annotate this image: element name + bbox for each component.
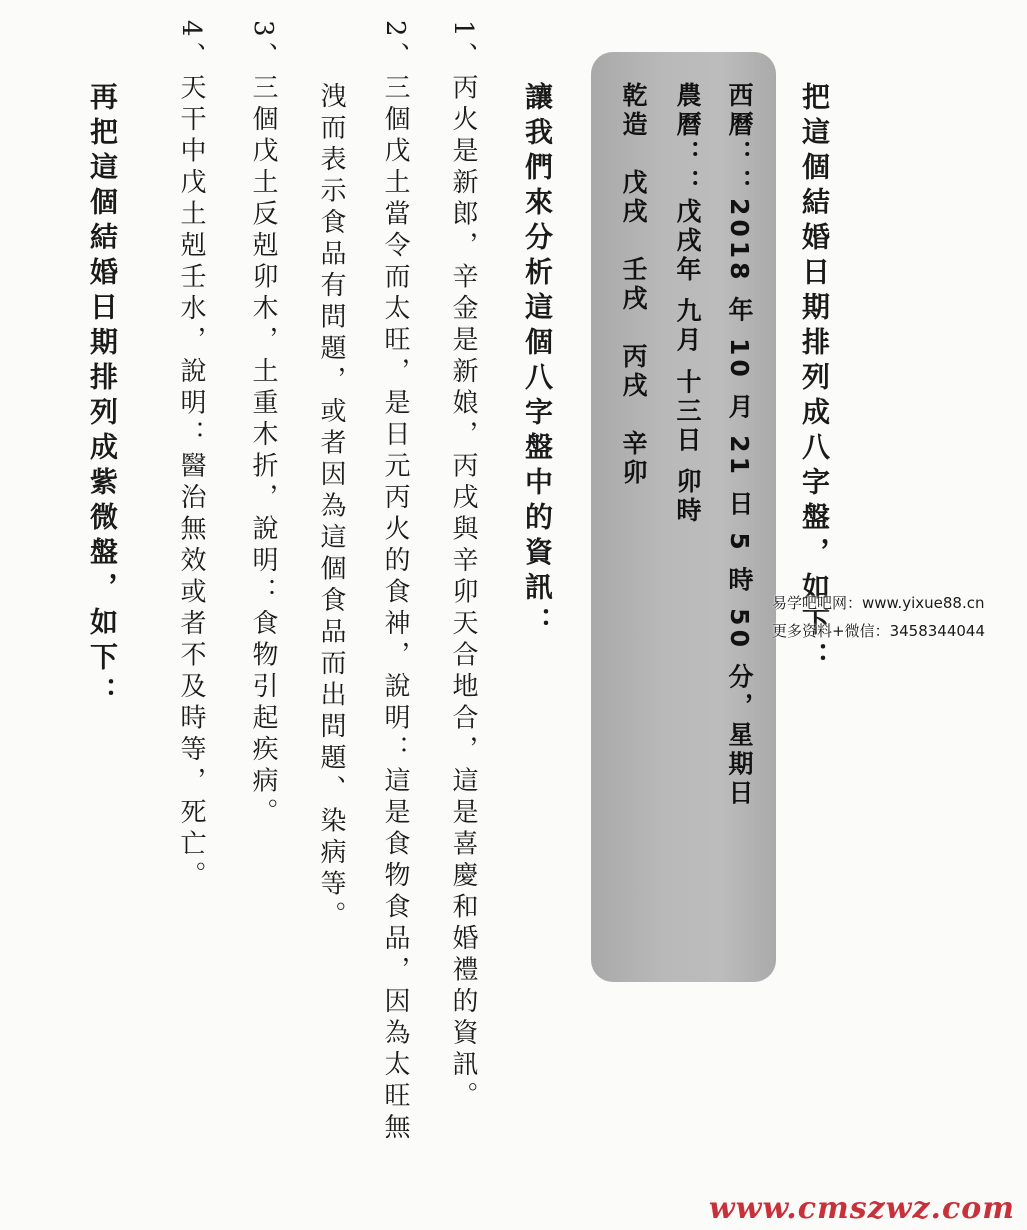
site-watermark: www.cmszwz.com <box>708 1191 1015 1226</box>
item-number: 4、 <box>176 20 206 74</box>
analysis-heading: 讓我們來分析這個八字盤中的資訊： <box>521 82 554 642</box>
watermark-line-2: 更多资料+微信：3458344044 <box>772 622 986 640</box>
watermark-line-1: 易学吧吧网：www.yixue88.cn <box>772 594 985 612</box>
list-item-3 <box>250 20 276 830</box>
bottom-heading: 再把這個結婚日期排列成紫微盤，如下： <box>86 82 119 712</box>
item-text: 丙火是新郎，辛金是新娘，丙戌與辛卯天合地合，這是喜慶和婚禮的資訊。 <box>448 73 478 1114</box>
top-heading: 把這個結婚日期排列成八字盤，如下： <box>798 82 831 677</box>
list-item-1 <box>450 20 476 1113</box>
item-number: 3、 <box>248 20 278 74</box>
solar-date-line: 西曆：：2018 年 10 月 21 日 5 時 50 分，星期日 <box>725 82 754 809</box>
list-item-4 <box>178 20 204 893</box>
bazi-info-box <box>591 52 776 982</box>
bazi-pillars-line: 乾造 戊戌 壬戌 丙戌 辛卯 <box>619 82 648 488</box>
lunar-date-line: 農曆：：戊戌年 九月 十三日 卯時 <box>673 82 702 527</box>
item-number: 2、 <box>380 20 410 74</box>
item-text: 天干中戊土剋壬水，說明：醫治無效或者不及時等，死亡。 <box>176 73 206 893</box>
list-item-2-continuation: 洩而表示食品有問題，或者因為這個食品而出問題、染病等。 <box>316 82 346 933</box>
item-text: 三個戊土反剋卯木，土重木折，說明：食物引起疾病。 <box>248 73 278 830</box>
item-text: 三個戊土當令而太旺，是日元丙火的食神，說明：這是食物食品，因為太旺無 <box>380 73 410 1145</box>
list-item-2 <box>382 20 408 1145</box>
item-number: 1、 <box>448 20 478 74</box>
